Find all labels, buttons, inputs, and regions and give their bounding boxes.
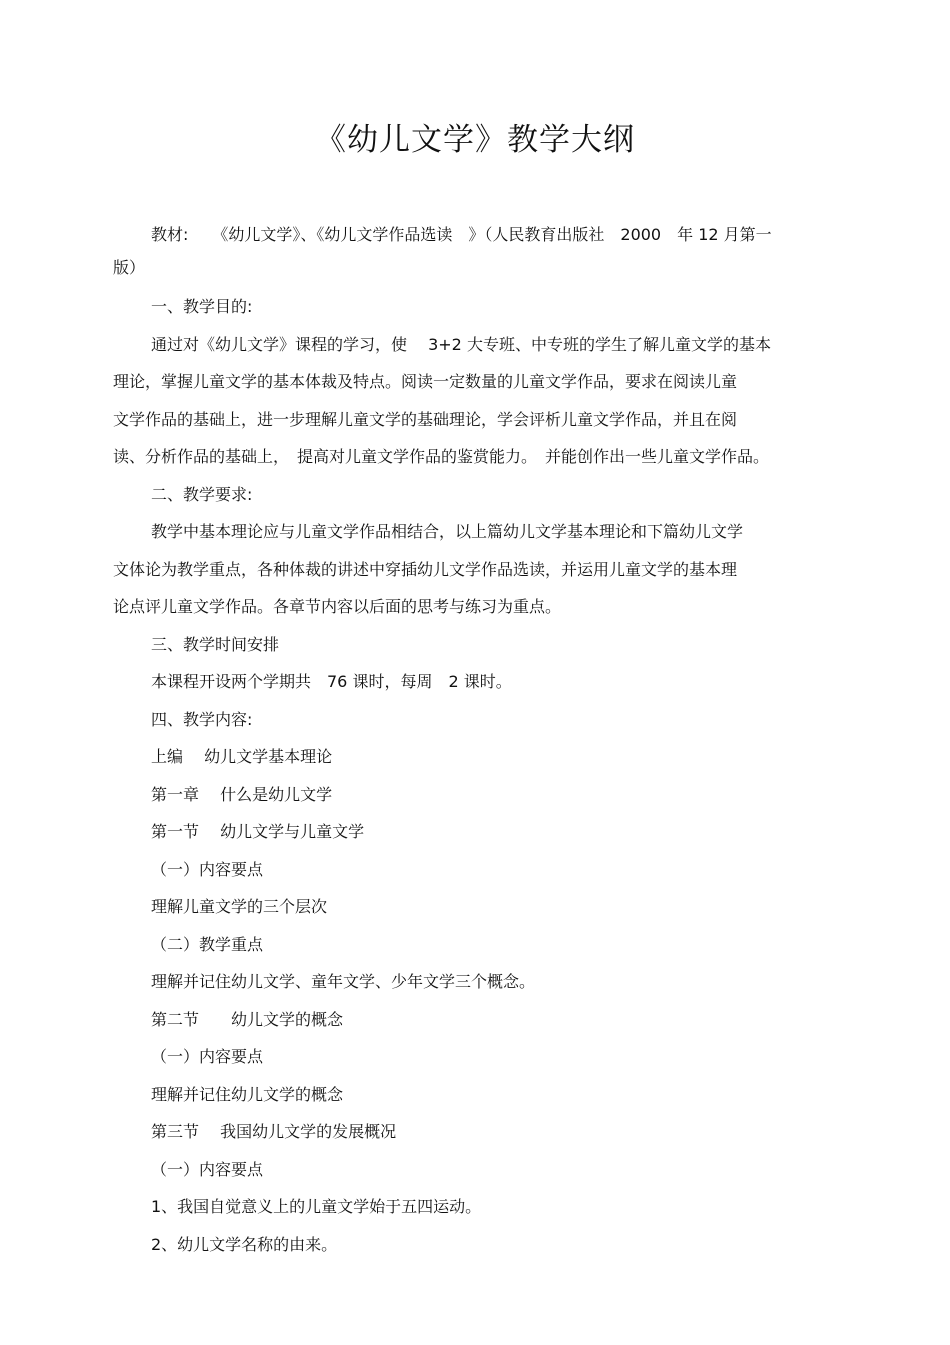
- paragraph-line: 文体论为教学重点，各种体裁的讲述中穿插幼儿文学作品选读，并运用儿童文学的基本理: [113, 559, 738, 579]
- paragraph-line: 理论，掌握儿童文学的基本体裁及特点。阅读一定数量的儿童文学作品，要求在阅读儿童: [113, 372, 738, 391]
- content-item: （一）内容要点: [151, 859, 264, 879]
- textbook-info: [113, 218, 863, 284]
- paragraph-line: 读、分析作品的基础上， 提高对儿童文学作品的鉴赏能力。 并能创作出一些儿童文学作品。: [113, 447, 770, 466]
- section-heading-objectives: 一、教学目的:: [151, 297, 253, 316]
- objectives-paragraph: [113, 326, 863, 476]
- schedule-text: 本课程开设两个学期共 76 课时，每周 2 课时。: [151, 672, 512, 691]
- section-heading-requirements: 二、教学要求:: [151, 484, 253, 504]
- textbook-line-1: 教材: 《幼儿文学》、《幼儿文学作品选读 》（人民教育出版社 2000 年 12 月第一: [151, 225, 772, 244]
- content-item: 理解并记住幼儿文学、童年文学、少年文学三个概念。: [151, 972, 536, 991]
- content-item: 1、我国自觉意义上的儿童文学始于五四运动。: [151, 1197, 482, 1216]
- paragraph-line: 通过对《幼儿文学》课程的学习，使 3+2 大专班、中专班的学生了解儿童文学的基本: [151, 334, 771, 354]
- requirements-paragraph: [113, 513, 863, 626]
- content-item: 理解儿童文学的三个层次: [151, 897, 328, 916]
- content-item: 第二节 幼儿文学的概念: [151, 1009, 344, 1029]
- content-item: 第三节 我国幼儿文学的发展概况: [151, 1122, 397, 1141]
- document-body: [113, 218, 863, 1263]
- section-heading-schedule: 三、教学时间安排: [151, 634, 280, 654]
- content-item: （一）内容要点: [151, 1159, 264, 1179]
- content-item: 第一章 什么是幼儿文学: [151, 784, 333, 804]
- paragraph-line: 教学中基本理论应与儿童文学作品相结合，以上篇幼儿文学基本理论和下篇幼儿文学: [151, 522, 744, 541]
- document-title: 《幼儿文学》教学大纲: [315, 122, 635, 158]
- content-item: （二）教学重点: [151, 934, 264, 954]
- textbook-line-2: 版）: [113, 258, 146, 277]
- content-item: 第一节 幼儿文学与儿童文学: [151, 822, 365, 841]
- paragraph-line: 文学作品的基础上，进一步理解儿童文学的基础理论，学会评析儿童文学作品，并且在阅: [113, 409, 738, 429]
- content-item: 理解并记住幼儿文学的概念: [151, 1084, 344, 1104]
- section-heading-content: 四、教学内容:: [151, 709, 253, 729]
- content-item: 2、幼儿文学名称的由来。: [151, 1234, 338, 1254]
- content-item: （一）内容要点: [151, 1047, 264, 1066]
- content-item: 上编 幼儿文学基本理论: [151, 747, 333, 766]
- paragraph-line: 论点评儿童文学作品。各章节内容以后面的思考与练习为重点。: [113, 597, 562, 616]
